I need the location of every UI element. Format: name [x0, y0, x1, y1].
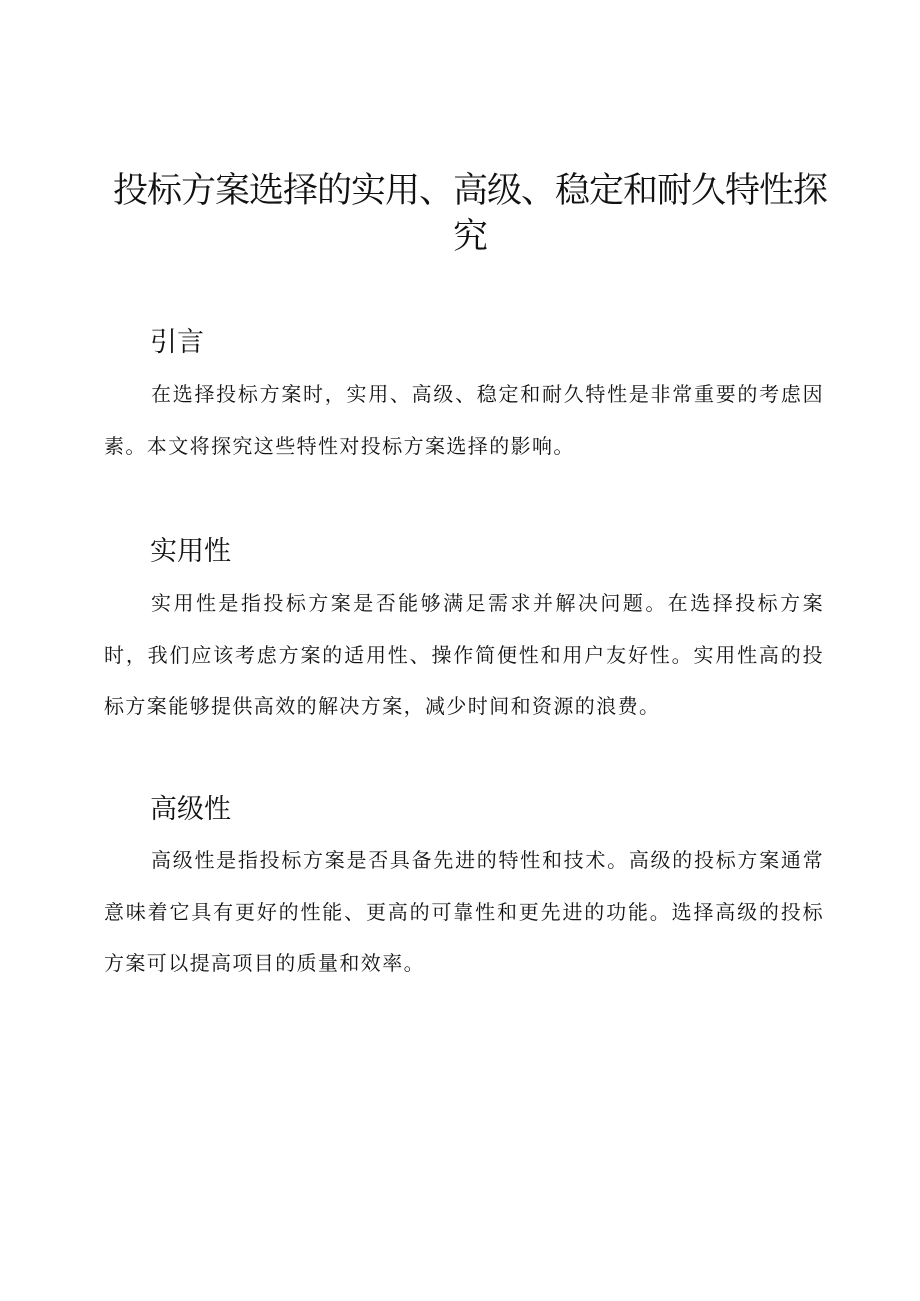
section-paragraph-introduction: 在选择投标方案时，实用、高级、稳定和耐久特性是非常重要的考虑因素。本文将探究这些特性对投标方案选择的影响。 [104, 382, 824, 458]
section-heading-introduction: 引言 [150, 327, 204, 358]
document-title: 投标方案选择的实用、高级、稳定和耐久特性探究 [112, 171, 827, 257]
section-heading-advanced: 高级性 [150, 794, 231, 825]
section-paragraph-practicality: 实用性是指投标方案是否能够满足需求并解决问题。在选择投标方案时，我们应该考虑方案的适用性、操作简便性和用户友好性。实用性高的投标方案能够提供高效的解决方案，减少时间和资源的浪费。 [104, 591, 824, 718]
section-paragraph-advanced: 高级性是指投标方案是否具备先进的特性和技术。高级的投标方案通常意味着它具有更好的性能、更高的可靠性和更先进的功能。选择高级的投标方案可以提高项目的质量和效率。 [104, 848, 824, 975]
section-heading-practicality: 实用性 [150, 536, 231, 567]
